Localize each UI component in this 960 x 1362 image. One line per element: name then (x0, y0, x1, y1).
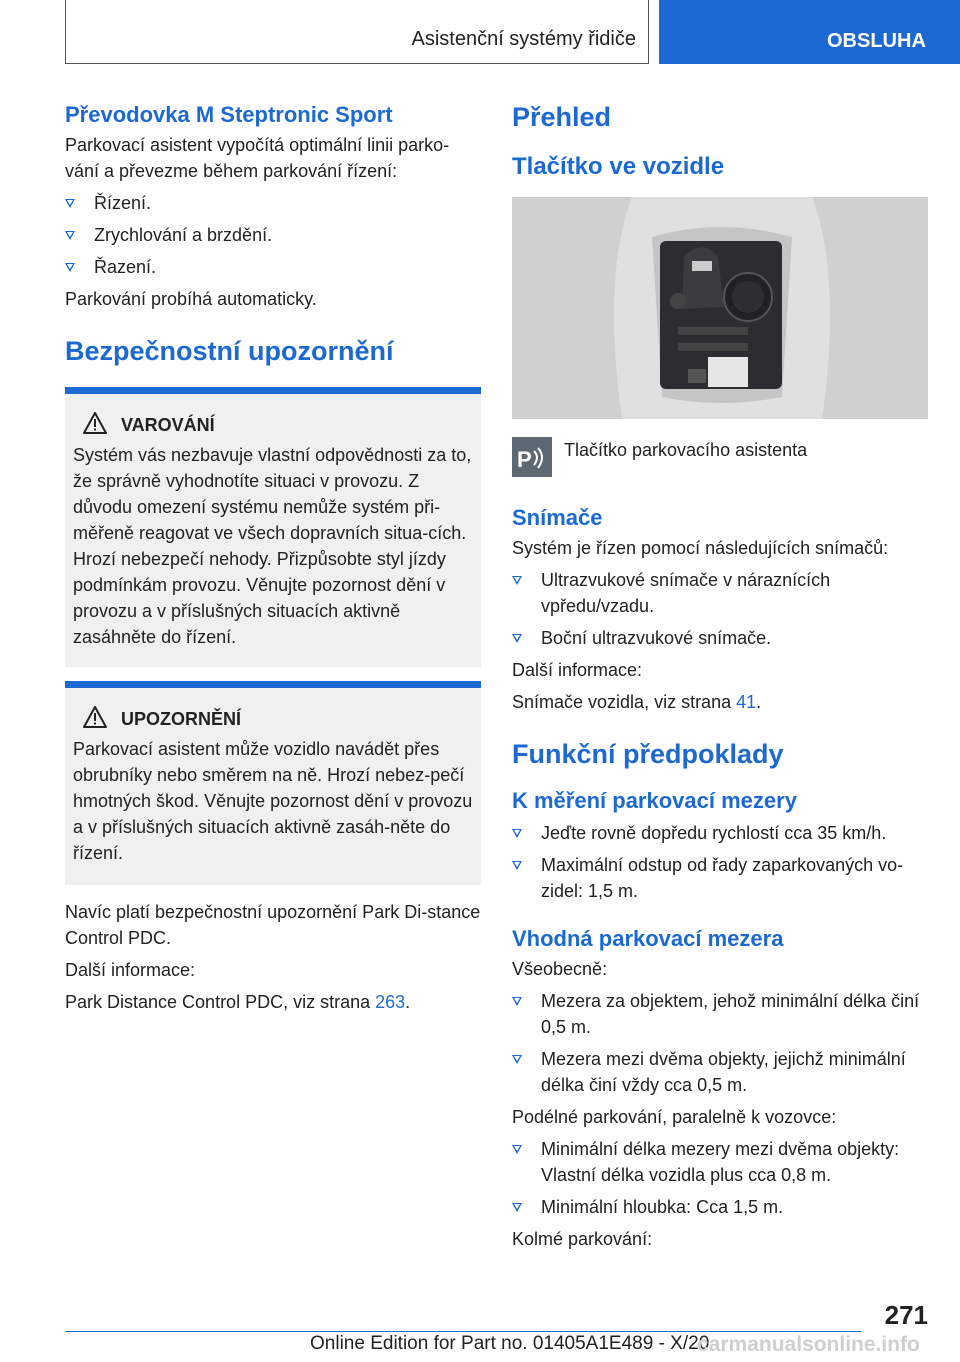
header-tab-obsluha[interactable] (659, 0, 960, 64)
list-item: Mezera za objektem, jehož minimální délka činí 0,5 m. (512, 988, 928, 1040)
triangle-bullet-icon (65, 231, 75, 240)
heading-suitable-space: Vhodná parkovací mezera (512, 926, 784, 951)
heading-function-requirements: Funkční předpoklady (512, 739, 784, 769)
paragraph-more-info: Další informace: (65, 960, 196, 980)
paragraph-sensors: Systém je řízen pomocí následujících snímačů: (512, 538, 889, 558)
header-section-title: Asistenční systémy řidiče (411, 28, 636, 50)
list-measure (512, 820, 928, 904)
heading-measure: K měření parkovací mezery (512, 788, 797, 813)
triangle-bullet-icon (65, 263, 75, 272)
triangle-bullet-icon (512, 1055, 522, 1064)
header-tab-label: OBSLUHA (827, 30, 926, 52)
caution-heading (73, 706, 473, 732)
footer-watermark: carmanualsonline.info (697, 1333, 920, 1356)
heading-safety: Bezpečnostní upozornění (65, 336, 394, 366)
list-item: Boční ultrazvukové snímače. (512, 625, 928, 651)
header-section-box (65, 0, 649, 64)
list-item: Řazení. (65, 254, 481, 280)
triangle-bullet-icon (512, 576, 522, 585)
caution-box (65, 681, 481, 885)
caution-text: Parkovací asistent může vozidlo navádět přes obrubníky nebo směrem na ně. Hrozí nebez-pečí hmotných škod. Věnujte pozornost dění v provozu a v příslušných situacích aktivně zasáh-něte do řízení. (73, 739, 473, 863)
button-caption: Tlačítko parkovacího asistenta (564, 440, 808, 460)
heading-button: Tlačítko ve vozidle (512, 153, 725, 180)
warning-heading (73, 412, 473, 438)
list-item: Zrychlování a brzdění. (65, 222, 481, 248)
paragraph-auto: Parkování probíhá automaticky. (65, 289, 317, 309)
paragraph-pdc: Navíc platí bezpečnostní upozornění Park Di-stance Control PDC. (65, 902, 481, 948)
triangle-bullet-icon (512, 861, 522, 870)
left-column (65, 100, 481, 1015)
list-item: Minimální hloubka: Cca 1,5 m. (512, 1194, 928, 1220)
triangle-bullet-icon (65, 199, 75, 208)
list-general (512, 988, 928, 1098)
page-link-263[interactable]: 263 (375, 992, 406, 1012)
warning-box (65, 387, 481, 667)
parking-assistant-icon (512, 437, 552, 477)
footer-divider (65, 1331, 861, 1332)
page-number: 271 (884, 1300, 928, 1330)
warning-triangle-icon (83, 412, 107, 434)
paragraph-more-info: Další informace: (512, 660, 643, 680)
caution-title: UPOZORNĚNÍ (121, 709, 242, 729)
triangle-bullet-icon (512, 997, 522, 1006)
list-item: Minimální délka mezery mezi dvěma objekty: Vlastní délka vozidla plus cca 0,8 m. (512, 1136, 928, 1188)
triangle-bullet-icon (512, 829, 522, 838)
parking-assistant-button-icon[interactable] (512, 437, 552, 477)
warning-triangle-icon (83, 706, 107, 728)
paragraph-reference: Park Distance Control PDC, viz strana 263. (65, 992, 411, 1012)
triangle-bullet-icon (512, 1203, 522, 1212)
list-item: Mezera mezi dvěma objekty, jejichž minimální délka činí vždy cca 0,5 m. (512, 1046, 928, 1098)
triangle-bullet-icon (512, 634, 522, 643)
svg-text:P: P (517, 447, 532, 472)
paragraph-general: Všeobecně: (512, 959, 608, 979)
list-item: Jeďte rovně dopředu rychlostí cca 35 km/h. (512, 820, 928, 846)
triangle-bullet-icon (512, 1145, 522, 1154)
paragraph-reference: Snímače vozidla, viz strana 41. (512, 692, 762, 712)
heading-steptronic: Převodovka M Steptronic Sport (65, 102, 393, 127)
footer-edition: Online Edition for Part no. 01405A1E489 - X/20 (310, 1333, 710, 1354)
heading-overview: Přehled (512, 102, 612, 132)
list-item: Maximální odstup od řady zaparkovaných vo-zidel: 1,5 m. (512, 852, 928, 904)
paragraph-intro: Parkovací asistent vypočítá optimální linii parko-vání a převezme během parkování řízení: (65, 135, 450, 181)
list-item: Řízení. (65, 190, 481, 216)
right-column (512, 100, 928, 1252)
warning-title: VAROVÁNÍ (121, 415, 215, 435)
paragraph-parallel: Podélné parkování, paralelně k vozovce: (512, 1107, 837, 1127)
list-sensors (512, 567, 928, 651)
warning-text: Systém vás nezbavuje vlastní odpovědnosti za to, že správně vyhodnotíte situaci v provozu. Z důvodu omezení systému nemůže systém při-měřeně reagovat ve všech dopravních situa-cích. Hrozí nebezpečí nehody. Přizpůsobte styl jízdy podmínkám provozu. Věnujte pozornost dění v provozu a v příslušných situacích aktivně zasáhněte do řízení. (73, 445, 472, 647)
page-link-41[interactable]: 41 (736, 692, 757, 712)
list-item: Ultrazvukové snímače v náraznících vpředu/vzadu. (512, 567, 928, 619)
list-steering (65, 190, 481, 280)
paragraph-perpendicular: Kolmé parkování: (512, 1229, 653, 1249)
heading-sensors: Snímače (512, 505, 603, 530)
list-parallel (512, 1136, 928, 1220)
center-console-photo (512, 197, 928, 419)
parking-assistant-button-row (512, 437, 928, 487)
